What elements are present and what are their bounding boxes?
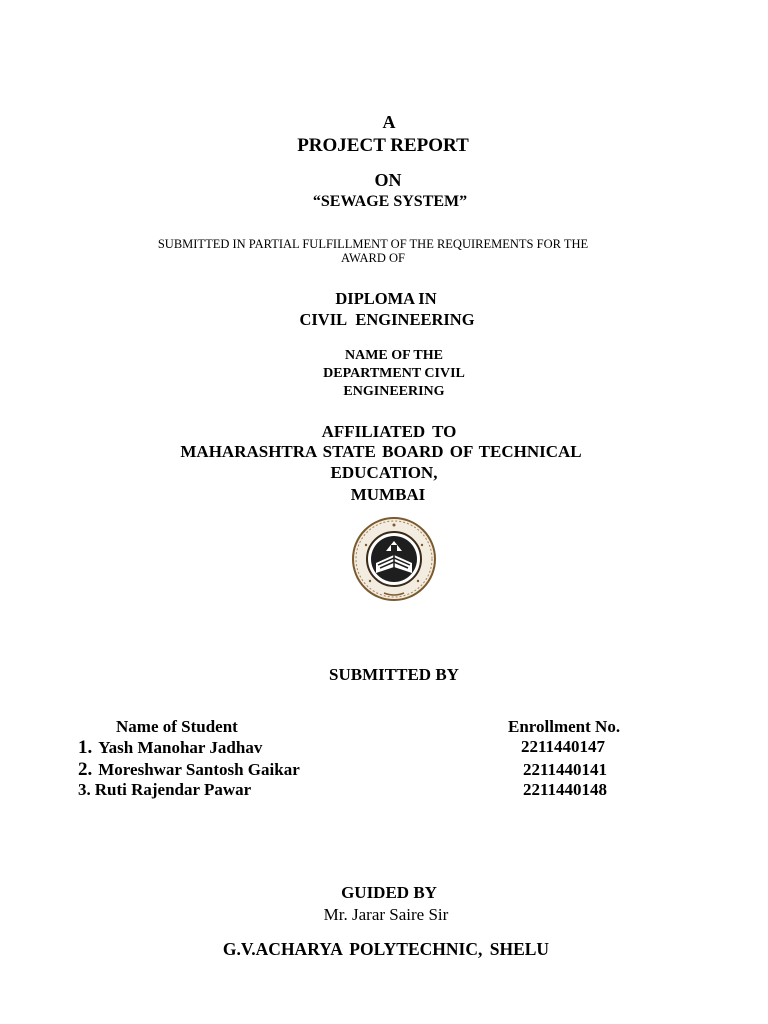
requirement-statement [138,237,608,265]
affiliated-line-1: AFFILIATED TO [321,422,457,441]
msbte-seal-graphic [350,515,438,603]
student-name: Ruti Rajendar Pawar [94,780,252,799]
diploma-line-1: DIPLOMA IN [335,289,437,308]
student-enrollment: 2211440148 [523,780,608,799]
student-row [78,737,262,759]
guided-by-heading: GUIDED BY [341,883,437,902]
student-number: 3. [78,780,91,799]
requirement-line-2: AWARD OF [341,251,405,265]
student-number: 1. [78,737,93,758]
heading-a: A [382,112,396,132]
college-name: G.V.ACHARYA POLYTECHNIC, SHELU [222,939,550,959]
affiliated-line-3: EDUCATION, [330,463,438,482]
student-enrollment: 2211440141 [523,760,608,779]
affiliated-line-4: MUMBAI [350,485,426,504]
department-line-1: NAME OF THE [344,348,444,363]
msbte-seal-icon [350,515,438,603]
student-row [78,759,300,781]
department-line-2: DEPARTMENT CIVIL [323,366,465,381]
student-enrollment: 2211440147 [521,737,606,756]
student-row [78,780,251,800]
project-topic: “SEWAGE SYSTEM” [312,193,468,210]
student-name: Moreshwar Santosh Gaikar [98,760,300,779]
department-line-3: ENGINEERING [343,384,445,399]
heading-project-report: PROJECT REPORT [297,135,469,156]
submitted-by-heading: SUBMITTED BY [329,665,459,684]
student-name-column-header: Name of Student [116,717,238,736]
department-block [323,347,465,401]
guide-name: Mr. Jarar Saire Sir [323,905,449,924]
requirement-line-1: SUBMITTED IN PARTIAL FULFILLMENT OF THE REQUIREMENTS FOR THE [157,237,589,251]
student-number: 2. [78,759,93,780]
diploma-line-2: CIVIL ENGINEERING [299,310,475,329]
enrollment-column-header: Enrollment No. [508,717,621,736]
student-name: Yash Manohar Jadhav [98,738,263,757]
affiliated-line-2: MAHARASHTRA STATE BOARD OF TECHNICAL [180,442,582,461]
heading-on: ON [374,170,402,190]
